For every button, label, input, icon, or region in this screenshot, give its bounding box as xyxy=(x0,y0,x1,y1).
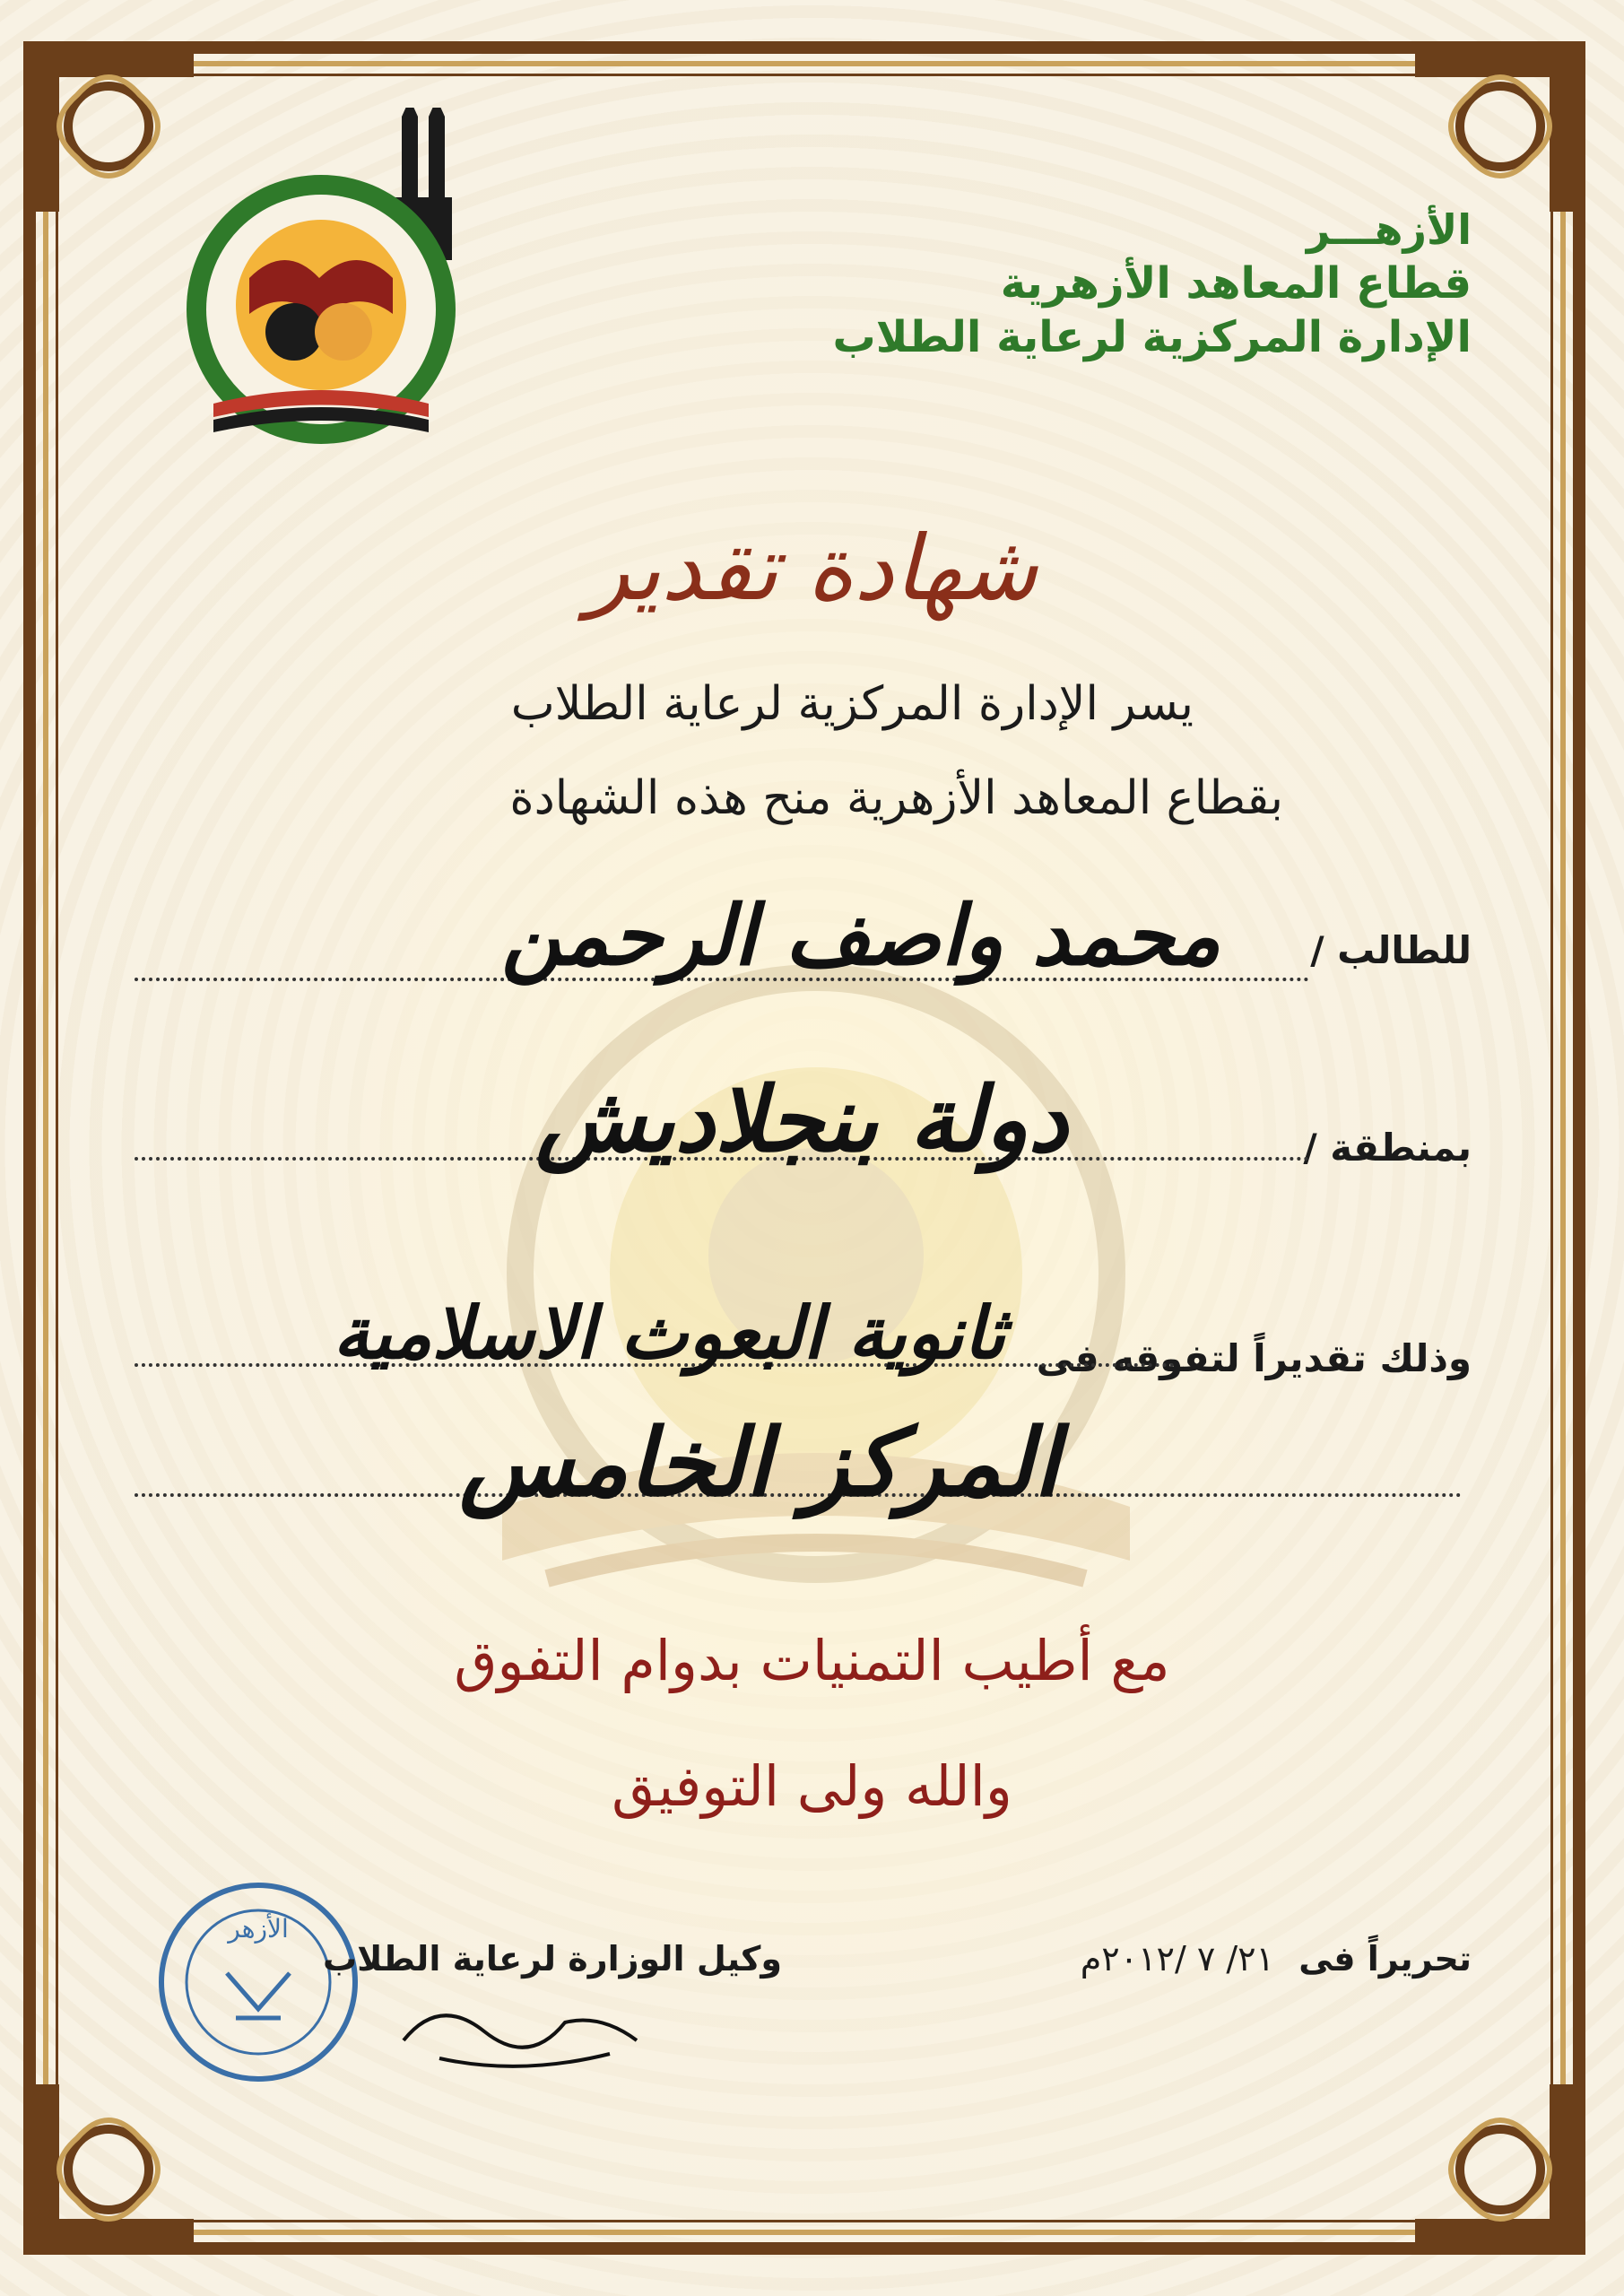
signatory-title: وكيل الوزارة لرعاية الطلاب xyxy=(323,1939,782,1979)
region-label: بمنطقة / xyxy=(1303,1126,1472,1170)
header-line-1: الأزهـــر xyxy=(1306,205,1472,254)
excellence-value: ثانوية البعوث الاسلامية xyxy=(333,1292,1005,1375)
date-label: تحريراً فى xyxy=(1298,1939,1472,1979)
header-line-2: قطاع المعاهد الأزهرية xyxy=(1000,257,1472,309)
official-stamp xyxy=(151,1874,366,2090)
svg-text:الأزهر: الأزهر xyxy=(228,1914,289,1944)
azhar-logo xyxy=(160,108,482,466)
signature xyxy=(386,1978,655,2085)
intro-line-2: بقطاع المعاهد الأزهرية منح هذه الشهادة xyxy=(509,771,1283,825)
rank-value: المركز الخامس xyxy=(459,1408,1059,1518)
corner-ornament-icon xyxy=(1406,41,1585,221)
student-label: للطالب / xyxy=(1310,928,1472,972)
excellence-label: وذلك تقديراً لتفوقه فى xyxy=(1036,1336,1472,1380)
corner-ornament-icon xyxy=(1406,2075,1585,2255)
header-block xyxy=(790,204,1472,364)
date-value: ٢١/ ٧ /٢٠١٢م xyxy=(1080,1939,1274,1979)
corner-ornament-icon xyxy=(23,2075,203,2255)
student-name: محمد واصف الرحمن xyxy=(501,888,1220,984)
wishes-line-1: مع أطيب التمنيات بدوام التفوق xyxy=(454,1628,1170,1693)
wishes-line-2: والله ولى التوفيق xyxy=(612,1753,1012,1819)
certificate-title: شهادة تقدير xyxy=(586,516,1038,621)
region-value: دولة بنجلاديش xyxy=(535,1067,1068,1172)
intro-line-1: يسر الإدارة المركزية لرعاية الطلاب xyxy=(510,677,1194,731)
date-line xyxy=(1081,1939,1472,1979)
header-line-3: الإدارة المركزية لرعاية الطلاب xyxy=(832,311,1472,362)
